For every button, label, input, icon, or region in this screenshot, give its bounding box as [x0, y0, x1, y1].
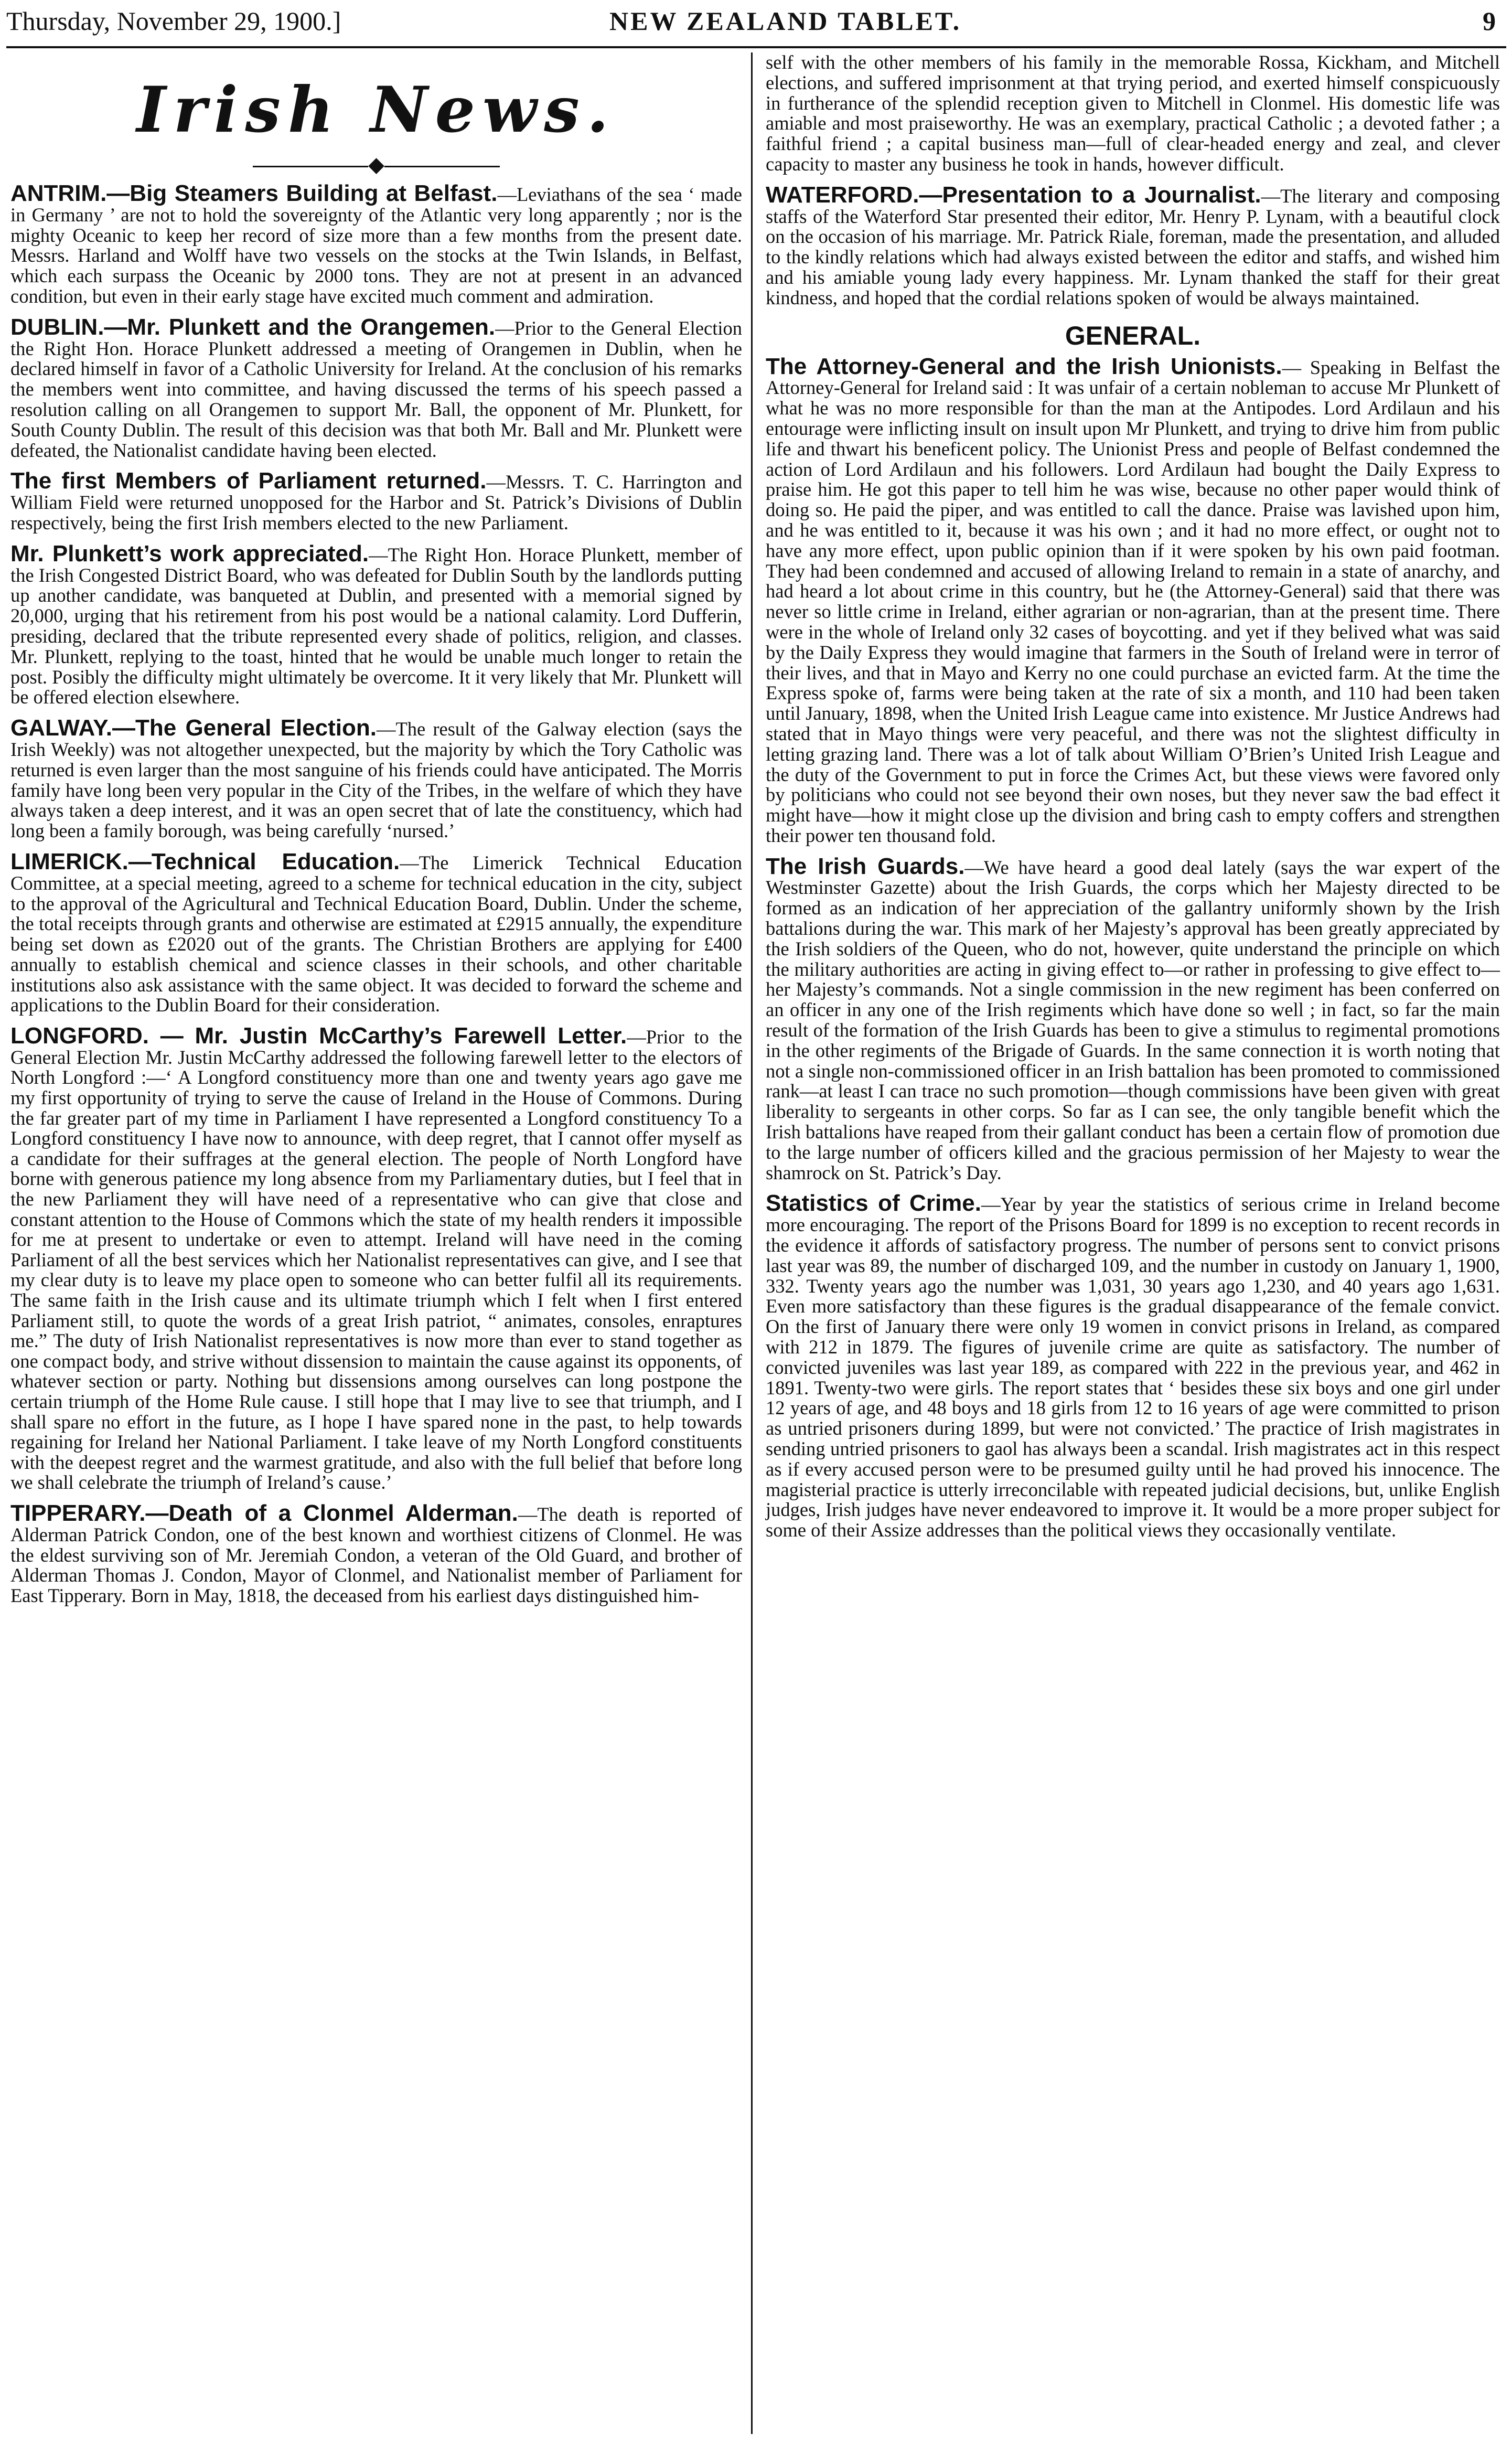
article-body: —The Right Hon. Horace Plunkett, member of the Irish Congested District Board, who was defeated for Dublin South by the landlords putting up another candidate, was banqueted at Dublin, and presented with a memorial signed by 20,000, urging that his retirement from his post would be a national calamity. Lord Dufferin, presiding, declared that the tribute represented every shade of politics, religion, and classes. Mr. Plunkett, replying to the toast, hinted that he would be unable much longer to retain the post. Posibly the difficulty might ultimately be overcome. It it very likely that Mr. Plunkett will be offered election elsewhere. [10, 543, 742, 708]
masthead-ornament: ◆ [10, 154, 742, 175]
article-heading: LIMERICK.—Technical Education. [10, 848, 400, 874]
article-limerick [10, 848, 742, 1016]
article-body: —Leviathans of the sea ‘ made in Germany ’ are not to hold the sovereignty of the Atlantic very long apparently ; nor is the mighty Oceanic to keep her record of size more than a few months from the present date. Messrs. Harland and Wolff have two vessels on the stocks at the Twin Islands, in Belfast, which each surpass the Oceanic by 2000 tons. They are not at present in an advanced condition, but even in their early stage have excited much comment and admiration. [10, 184, 742, 307]
section-masthead: Irish News. [136, 73, 616, 147]
article-body: —Year by year the statistics of serious crime in Ireland become more encouraging. The report of the Prisons Board for 1899 is no exception to recent records in the evidence it affords of satisfactory progress. The number of persons sent to convict prisons last year was 89, the number of discharged 109, and the number in custody on January 1, 1900, 332. Twenty years ago the number was 1,031, 30 years ago 1,230, and 40 years ago 1,631. Even more satisfactory than these figures is the gradual disappearance of the female convict. On the first of January there were only 19 women in convict prisons in Ireland, as compared with 212 in 1879. The figures of juvenile crime are quite as satisfactory. The number of convicted juveniles was last year 189, as compared with 222 in the previous year, and 462 in 1891. Twenty-two were girls. The report states that ‘ besides these six boys and one girl under 12 years of age, and 48 boys and 18 girls from 12 to 16 years of age were committed to prison as untried prisoners during 1899, but were not convicted.’ The practice of Irish magistrates in sending untried prisoners to gaol has always been a scandal. Irish magistrates act in this respect as if every accused person were to be presumed guilty until he had proved his innocence. The magisterial practice is utterly irreconcilable with repeated judicial decisions, but, unlike English judges, Irish judges have never endeavored to improve it. It would be a more proper subject for some of their Assize addresses than the political views they occasionally ventilate. [766, 1193, 1500, 1541]
article-body: —The Limerick Technical Education Committee, at a special meeting, agreed to a scheme for technical education in the city, subject to the approval of the Agricultural and Technical Education Board, Dublin. Under the scheme, the total receipts through grants and otherwise are estimated at £2915 annually, the expenditure being set down as £2020 out of the grants. The Christian Brothers are applying for £400 annually to establish chemical and science classes in their schools, and other charitable institutions also ask assistance with the same object. It was decided to forward the scheme and applications to the Dublin Board for their consideration. [10, 851, 742, 1016]
article-attorney-general [766, 353, 1500, 846]
article-galway [10, 715, 742, 842]
article-heading: ANTRIM.—Big Steamers Building at Belfast. [10, 180, 498, 206]
header-paper-title: NEW ZEALAND TABLET. [609, 6, 962, 36]
article-heading: LONGFORD. — Mr. Justin McCarthy’s Farewell Letter. [10, 1023, 627, 1049]
right-column [766, 52, 1500, 1551]
article-waterford [766, 182, 1500, 308]
article-heading: TIPPERARY.—Death of a Clonmel Alderman. [10, 1500, 518, 1526]
article-longford [10, 1023, 743, 1493]
article-body: —Prior to the General Election Mr. Justin McCarthy addressed the following farewell letter to the electors of North Longford :—‘ A Longford constituency more than one and twenty years ago gave me my first opportunity of trying to serve the cause of Ireland in the House of Commons. During the far greater part of my time in Parliament I have represented a Longford constituency To a Longford constituency I have now to announce, with deep regret, that I cannot offer myself as a candidate for their suffrages at the general election. The people of North Longford have borne with generous patience my long absence from my Parliamentary duties, but I feel that in the new Parliament they will have need of a representative who can give that close and constant attention to the House of Commons which the state of my health renders it impossible for me at present to undertake or even to attempt. Ireland will have need in the coming Parliament of all the best services which her Nationalist representatives can give, and I see that my clear duty is to leave my place open to someone who can better fulfil all its requirements. The same faith in the Irish cause and its ultimate triumph which I felt when I first entered Parliament still, to quote the words of a great Irish patriot, “ animates, consoles, enraptures me.” The duty of Irish Nationalist representatives is now more than ever to stand together as one compact body, and strive without dissension to maintain the cause against its opponents, of whatever section or party. Nothing but dissensions among ourselves can long postpone the certain triumph of the Home Rule cause. I still hope that I may live to see that triumph, and I shall spare no effort in the future, as I hope I have spared none in the past, to help towards regaining for Ireland her National Parliament. I take leave of my North Longford constituents with the deepest regret and the warmest gratitude, and also with the full belief that before long we shall celebrate the triumph of Ireland’s cause.’ [10, 1026, 743, 1493]
article-body: —The death is reported of Alderman Patrick Condon, one of the best known and worthiest citizens of Clonmel. He was the eldest surviving son of Mr. Jeremiah Condon, a veteran of the Old Guard, and brother of Alderman Thomas J. Condon, Mayor of Clonmel, and Nationalist member of Parliament for East Tipperary. Born in May, 1818, the deceased from his earliest days distinguished him- [10, 1503, 742, 1607]
article-plunketts-work [10, 540, 742, 708]
article-heading: The Irish Guards. [766, 853, 965, 879]
article-first-members [10, 468, 743, 533]
article-heading: Mr. Plunkett’s work appreciated. [10, 540, 369, 567]
article-body: —The literary and composing staffs of the Waterford Star presented their editor, Mr. Henry P. Lynam, with a beautiful clock on the occasion of his marriage. Mr. Patrick Riale, foreman, made the presentation, and alluded to the kindly relations which had always existed between the editor and staffs, and wished him and his amiable young lady every happiness. Mr. Lynam thanked the staff for their great kindness, and hoped that the cordial relations spoken of would be always maintained. [766, 185, 1500, 308]
header-rule [6, 46, 1506, 48]
article-irish-guards [766, 853, 1500, 1183]
article-dublin [10, 314, 743, 461]
article-antrim [10, 180, 742, 307]
header-page-number: 9 [1483, 6, 1496, 36]
column-divider [751, 52, 753, 2434]
article-body: —Messrs. T. C. Harrington and William Field were returned unopposed for the Harbor and St. Patrick’s Divisions of Dublin respectively, being the first Irish members elected to the new Parliament. [10, 471, 743, 533]
article-tipperary [10, 1500, 742, 1607]
article-heading: WATERFORD.—Presentation to a Journalist. [766, 182, 1261, 208]
article-heading: The Attorney-General and the Irish Unionists. [766, 353, 1282, 379]
left-column [10, 68, 742, 1617]
header-date: Thursday, November 29, 1900.] [6, 6, 341, 36]
article-heading: The first Members of Parliament returned. [10, 468, 487, 494]
article-heading: DUBLIN.—Mr. Plunkett and the Orangemen. [10, 314, 496, 340]
section-title-general: GENERAL. [1065, 321, 1201, 350]
article-heading: Statistics of Crime. [766, 1190, 982, 1216]
article-statistics-of-crime [766, 1190, 1500, 1541]
article-body: — Speaking in Belfast the Attorney-General for Ireland said : It was unfair of a certain nobleman to accuse Mr Plunkett of what he was no more responsible for than the man at the Antipodes. Lord Ardilaun and his entourage were inflicting insult on insult upon Mr Plunkett, and trying to drive him from public life and thwart his beneficent policy. The Unionist Press and people of Belfast condemned the action of Lord Ardilaun and his followers. Lord Ardilaun had bought the Daily Express to praise him. He got this paper to tell him he was wise, because no other paper would think of doing so. He paid the piper, and was entitled to call the dance. Praise was lavished upon him, and he was entitled to it, because it was his own ; and it had no more effect, or ought not to have any more effect, upon public opinion than if it were spoken by his own paid footman. They had been condemned and accused of allowing Ireland to remain in a state of anarchy, and had heard a lot about crime in this country, but he (the Attorney-General) said that there was never so little crime in Ireland, either agrarian or non-agrarian, than at the present time. There were in the whole of Ireland only 32 cases of boycotting. and yet if they belived what was said by the Daily Express they would imagine that farmers in the South of Ireland were in terror of their lives, and that in Mayo and Kerry no one could purchase an evicted farm. At the time the Express spoke of, farms were being taken at the rate of six a month, and 110 had been taken until January, 1898, when the United Irish League came into existence. Mr Justice Andrews had stated that in Mayo things were very peaceful, and there was not the slightest difficulty in letting grazing land. There was a lot of talk about William O’Brien’s United Irish League and the duty of the Government to put in force the Crimes Act, but these views were favored only by politicians who could not see beyond their own noses, but they never saw the bad effect it might have—how it might close up the division and bring cash to empty coffers and strengthen their power ten thousand fold. [766, 356, 1500, 846]
page-header [6, 5, 1506, 37]
article-heading: GALWAY.—The General Election. [10, 715, 377, 741]
article-body: —We have heard a good deal lately (says the war expert of the Westminster Gazette) about the Irish Guards, the corps which her Majesty directed to be formed as an indication of her appreciation of the gallantry uniformly shown by the Irish battalions during the war. This mark of her Majesty’s approval has been greatly appreciated by the Irish soldiers of the Queen, who do not, however, quite understand the principle on which the military authorities are acting in giving effect to—or rather in professing to give effect to—her Majesty’s commands. Not a single commission in the new regiment has been conferred on an officer in any one of the Irish regiments which have done so well ; in fact, so far the main result of the formation of the Irish Guards has been to give a stimulus to regimental promotions in the other regiments of the Brigade of Guards. In the same connection it is worth noting that not a single non-commissioned officer in an Irish battalion has been promoted to commissioned rank—at least I can trace no such promotion—though commissions have been given with great liberality to sergeants in other corps. So far as I can see, the only tangible benefit which the Irish battalions have reaped from their gallant conduct has been a certain flow of promotion due to the large number of officers killed and the gracious permission of her Majesty to wear the shamrock on St. Patrick’s Day. [766, 856, 1500, 1183]
article-tipperary-continued: self with the other members of his family in the memorable Rossa, Kickham, and Mitchell elections, and suffered imprisonment at that trying period, and exerted himself conspicuously in furtherance of the splendid reception given to Mitchell in Clonmel. His domestic life was amiable and most praiseworthy. He was an exemplary, practical Catholic ; a devoted father ; a faithful friend ; a capital business man—full of clear-headed energy and zeal, and clever capacity to master any business he took in hands, however difficult. [766, 51, 1500, 175]
article-body: —Prior to the General Election the Right Hon. Horace Plunkett addressed a meeting of Orangemen in Dublin, when he declared himself in favor of a Catholic University for Ireland. At the conclusion of his remarks the members went into committee, and having discussed the terms of his speech passed a resolution calling on all Orangemen to support Mr. Ball, the opponent of Mr. Plunkett, for South County Dublin. The result of this decision was that both Mr. Ball and Mr. Plunkett were defeated, the Nationalist candidate having been elected. [10, 317, 743, 461]
article-body: —The result of the Galway election (says the Irish Weekly) was not altogether unexpected, but the majority by which the Tory Catholic was returned is even larger than the most sanguine of his friends could have anticipated. The Morris family have long been very popular in the City of the Tribes, in the welfare of which they have always taken a deep interest, and it was an open secret that of late the constituency, which had long been a family borough, was being carefully ‘nursed.’ [10, 718, 742, 842]
